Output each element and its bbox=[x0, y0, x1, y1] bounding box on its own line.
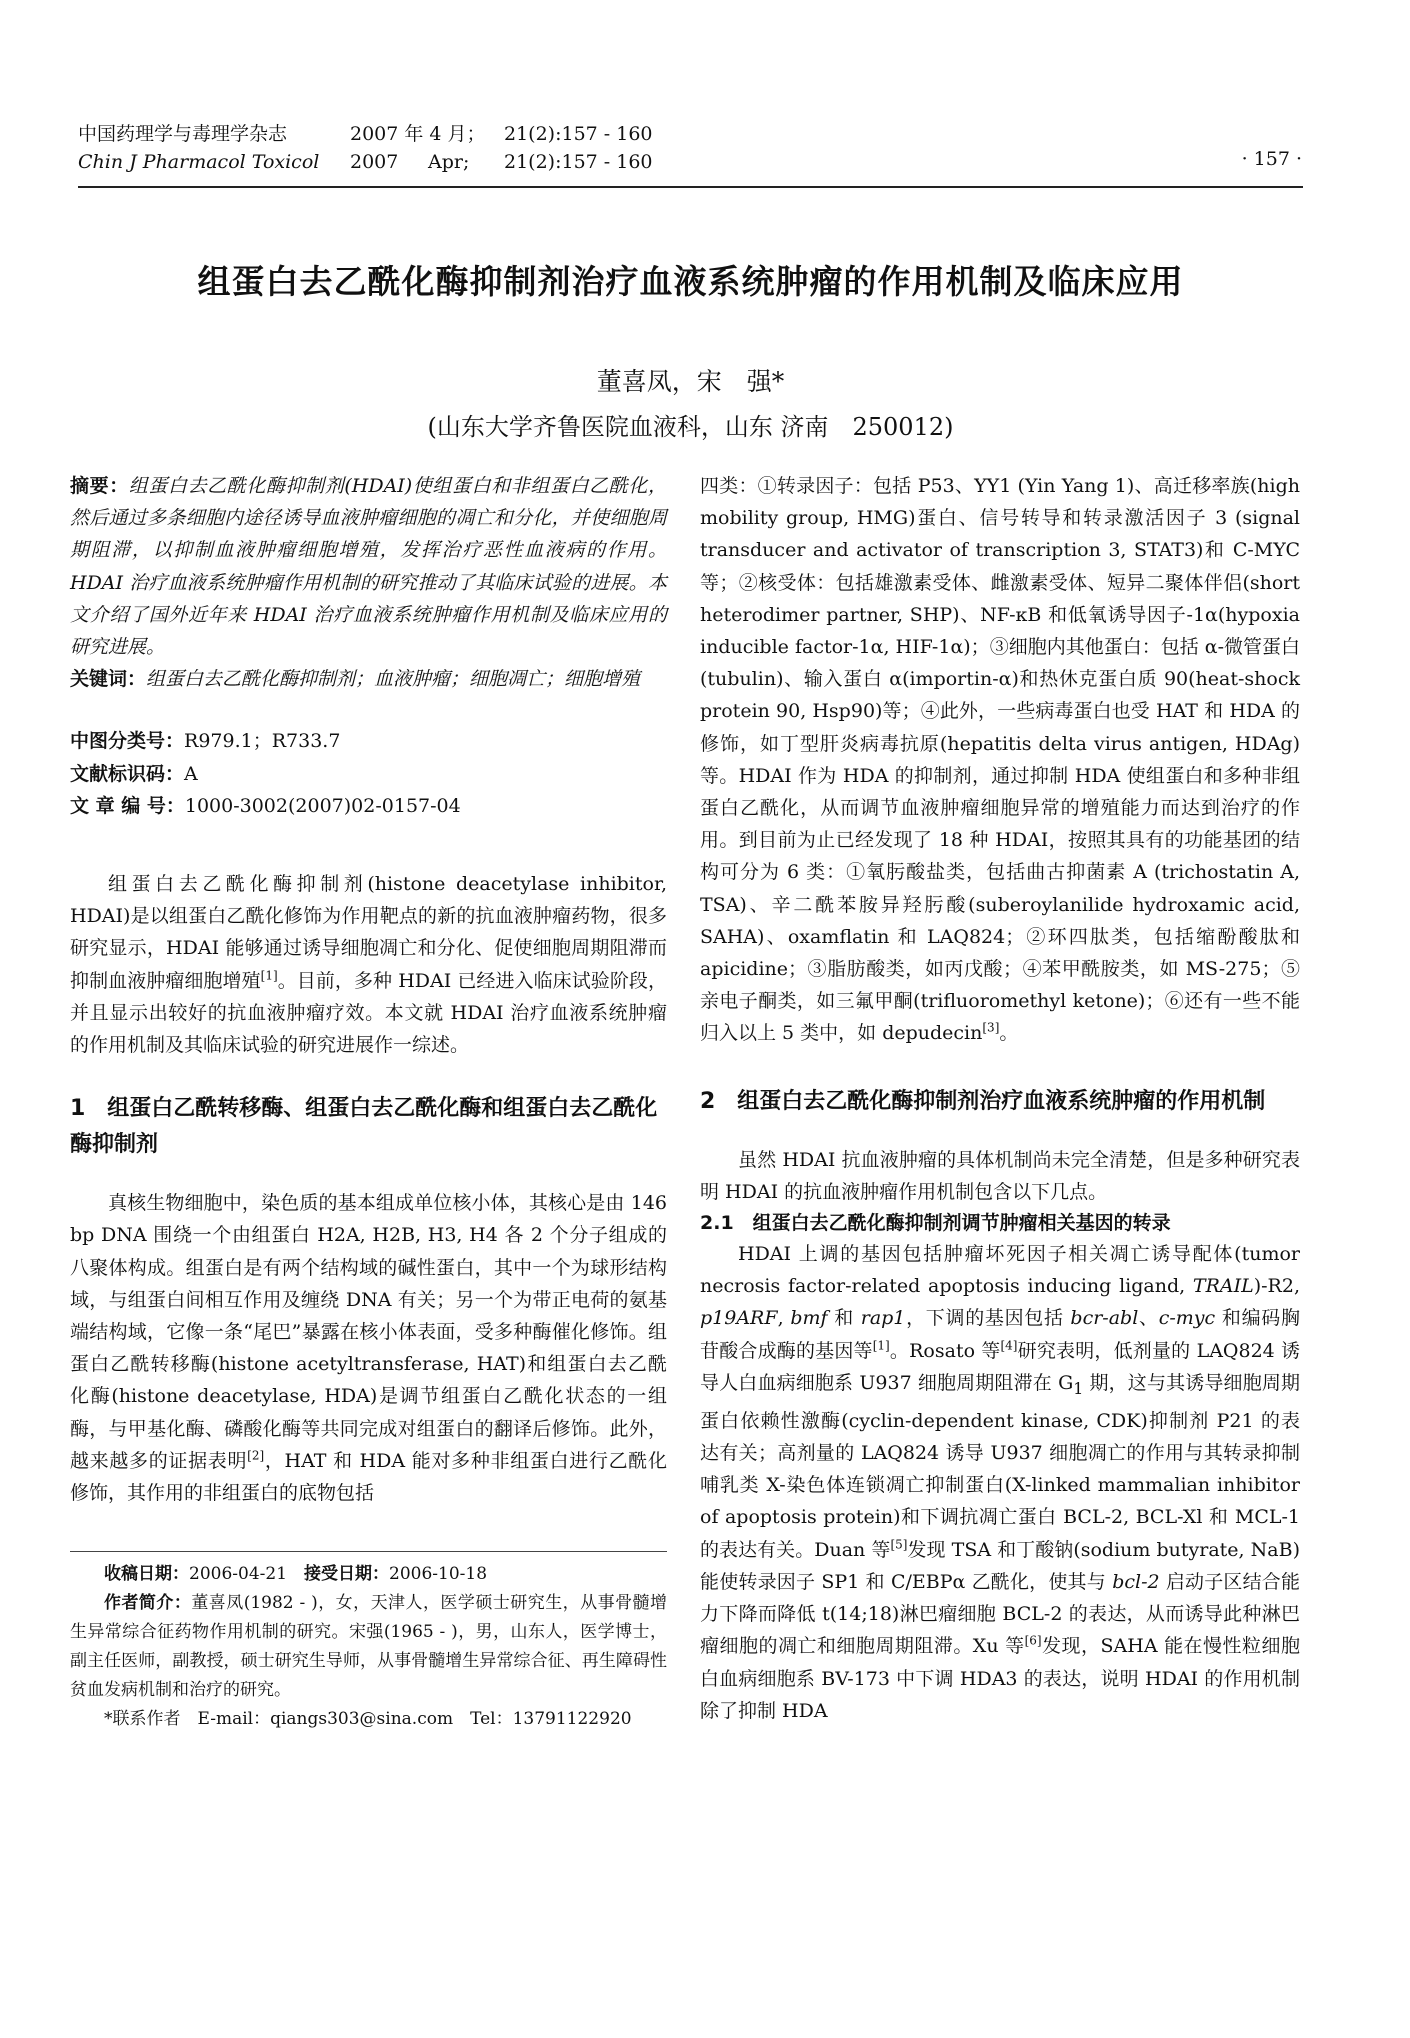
intro-paragraph bbox=[70, 868, 667, 1061]
s21-text: )-R2, bbox=[1253, 1275, 1300, 1298]
s1-text-cont: ，HAT 和 HDA 能对多种非组蛋白进行乙酰化修饰，其作用的非组蛋白的底物包括 bbox=[70, 1449, 667, 1505]
keywords bbox=[70, 663, 667, 695]
article-authors: 董喜凤，宋 强* bbox=[596, 367, 785, 396]
s21-text: 和编码胸苷酸合成酶的基因等 bbox=[700, 1307, 1300, 1362]
s21-text: 发现 TSA 和丁酸钠(sodium butyrate, NaB)能使转录因子 SP1 和 C/EBPα 乙酰化，使其与 bbox=[700, 1538, 1301, 1593]
section-2-1-heading: 2.1 组蛋白去乙酰化酶抑制剂调节肿瘤相关基因的转录 bbox=[700, 1212, 1171, 1235]
citation: [2] bbox=[247, 1448, 265, 1463]
header-rule bbox=[78, 186, 1303, 188]
citation: [1] bbox=[260, 968, 278, 983]
doc-code-line bbox=[70, 758, 667, 790]
accepted-label: 接受日期： bbox=[304, 1564, 390, 1585]
s21-text: 发现，SAHA 能在慢性粒细胞白血病细胞系 BV-173 中下调 HDA3 的表达，说明 HDAI 的作用机制除了抑制 HDA bbox=[700, 1635, 1300, 1722]
right-column bbox=[700, 470, 1300, 1727]
volume-pages-cn: 21(2):157 - 160 bbox=[504, 123, 653, 145]
clc-label: 中图分类号： bbox=[70, 730, 185, 753]
abstract bbox=[70, 470, 667, 663]
footnotes bbox=[70, 1560, 667, 1734]
article-no-label: 文 章 编 号： bbox=[70, 794, 185, 817]
received-date: 2006-04-21 bbox=[189, 1564, 288, 1585]
clc-line bbox=[70, 725, 667, 757]
journal-name-en: Chin J Pharmacol Toxicol bbox=[78, 151, 320, 173]
gene-c-myc: c-myc bbox=[1158, 1307, 1216, 1330]
right-p1-text: 四类：①转录因子：包括 P53、YY1 (Yin Yang 1)、高迁移率族(high mobility group, HMG)蛋白、信号转导和转录激活因子 3 (signal transducer and activator of transcription 3, STAT3)和 C-MYC 等；②核受体：包括雄激素受体、雌激素受体、短异二聚体伴侣(short heterodimer partner, SHP)、NF-κB 和低氧诱导因子-1α(hypoxia inducible factor-1α, HIF-1α)；③细胞内其他蛋白：包括 α-微管蛋白(tubulin)、输入蛋白 α(importin-α)和热休克蛋白质 90(heat-shock protein 90, Hsp90)等；④此外，一些病毒蛋白也受 HAT 和 HDA 的修饰，如丁型肝炎病毒抗原(hepatitis delta virus antigen, HDAg)等。HDAI 作为 HDA 的抑制剂，通过抑制 HDA 使组蛋白和多种非组蛋白乙酰化，从而调节血液肿瘤细胞异常的增殖能力而达到治疗的作用。到目前为止已经发现了 18 种 HDAI，按照其具有的功能基团的结构可分为 6 类：①氧肟酸盐类，包括曲古抑菌素 A (trichostatin A, TSA)、辛二酰苯胺异羟肟酸(suberoylanilide hydroxamic acid, SAHA)、oxamflatin 和 LAQ824；②环四肽类，包括缩酚酸肽和 apicidine；③脂肪酸类，如丙戊酸；④苯甲酰胺类，如 MS-275；⑤亲电子酮类，如三氟甲酮(trifluoromethyl ketone)；⑥还有一些不能归入以上 5 类中，如 depudecin bbox=[700, 475, 1300, 1045]
bio-text: 董喜凤(1982 - )，女，天津人，医学硕士研究生，从事骨髓增生异常综合征药物作用机制的研究。宋强(1965 - )，男，山东人，医学博士，副主任医师，副教授，硕士研究生导师，从事骨髓增生异常综合征、再生障碍性贫血发病机制和治疗的研究。 bbox=[70, 1593, 667, 1701]
left-column bbox=[70, 470, 667, 1734]
s21-text: 期，这与其诱导细胞周期蛋白依赖性激酶(cyclin-dependent kinase, CDK)抑制剂 P21 的表达有关；高剂量的 LAQ824 诱导 U937 细胞凋亡的作用与其转录抑制哺乳类 X-染色体连锁凋亡抑制蛋白(X-linked mammalian inhibitor of apoptosis protein)和下调抗凋亡蛋白 BCL-2, BCL-Xl 和 MCL-1 的表达有关。Duan 等 bbox=[700, 1371, 1300, 1561]
article-no-value: 1000-3002(2007)02-0157-04 bbox=[184, 794, 461, 817]
citation: [5] bbox=[890, 1537, 908, 1552]
received-label: 收稿日期： bbox=[104, 1564, 189, 1585]
section-2-heading: 2 组蛋白去乙酰化酶抑制剂治疗血液系统肿瘤的作用机制 bbox=[700, 1088, 1266, 1114]
right-paragraph-1 bbox=[700, 470, 1300, 1050]
s21-text: 、 bbox=[1138, 1307, 1159, 1330]
subscript: 1 bbox=[1073, 1378, 1084, 1398]
footnote-rule bbox=[70, 1551, 667, 1552]
s21-text: 。Rosato 等 bbox=[889, 1339, 1001, 1362]
citation: [4] bbox=[1000, 1338, 1018, 1353]
s21-text: 研究表明，低剂量的 LAQ824 诱导人白血病细胞系 U937 细胞周期阻滞在 G bbox=[700, 1339, 1300, 1394]
intro-text-cont: 。目前，多种 HDAI 已经进入临床试验阶段，并且显示出较好的抗血液肿瘤疗效。本文就 HDAI 治疗血液系统肿瘤的作用机制及其临床试验的研究进展作一综述。 bbox=[70, 969, 667, 1057]
section-1-paragraph bbox=[70, 1187, 667, 1509]
abstract-label: 摘要： bbox=[70, 475, 129, 497]
journal-name-cn: 中国药理学与毒理学杂志 bbox=[78, 123, 288, 145]
author-bio bbox=[70, 1589, 667, 1705]
citation: [3] bbox=[982, 1021, 1000, 1036]
citation: [1] bbox=[872, 1338, 890, 1353]
accepted-date: 2006-10-18 bbox=[389, 1564, 488, 1585]
s21-text: HDAI 上调的基因包括肿瘤坏死因子相关凋亡诱导配体(tumor necrosis factor-related apoptosis inducing ligand, bbox=[700, 1243, 1300, 1298]
page-number: · 157 · bbox=[1241, 148, 1302, 170]
s21-text: ，下调的基因包括 bbox=[905, 1307, 1071, 1330]
keywords-label: 关键词： bbox=[70, 668, 147, 691]
issue-date-cn: 2007 年 4 月； bbox=[350, 123, 486, 145]
contact-line: *联系作者 E-mail：qiangs303@sina.com Tel：13791122920 bbox=[104, 1709, 632, 1730]
doc-code-label: 文献标识码： bbox=[70, 762, 185, 785]
s21-text: 和 bbox=[827, 1307, 861, 1330]
article-no-line bbox=[70, 790, 667, 822]
article-affiliation: (山东大学齐鲁医院血液科，山东 济南 250012) bbox=[427, 413, 954, 441]
article-title: 组蛋白去乙酰化酶抑制剂治疗血液系统肿瘤的作用机制及临床应用 bbox=[197, 262, 1184, 301]
s21-text: 启动子区结合能力下降而降低 t(14;18)淋巴瘤细胞 BCL-2 的表达，从而诱导此种淋巴瘤细胞的凋亡和细胞周期阻滞。Xu 等 bbox=[700, 1570, 1300, 1658]
keywords-text: 组蛋白去乙酰化酶抑制剂；血液肿瘤；细胞凋亡；细胞增殖 bbox=[146, 668, 641, 691]
s1-text: 真核生物细胞中，染色质的基本组成单位核小体，其核心是由 146 bp DNA 围绕一个由组蛋白 H2A, H2B, H3, H4 各 2 个分子组成的八聚体构成。组蛋白是有两个结构域的碱性蛋白，其中一个为球形结构域，与组蛋白间相互作用及缠绕 DNA 有关；另一个为带正电荷的氨基端结构域，它像一条“尾巴”暴露在核小体表面，受多种酶催化修饰。组蛋白乙酰转移酶(histone acetyltransferase, HAT)和组蛋白去乙酰化酶(histone deacetylase, HDA)是调节组蛋白乙酰化状态的一组酶，与甲基化酶、磷酸化酶等共同完成对组蛋白的翻译后修饰。此外，越来越多的证据表明 bbox=[70, 1192, 667, 1472]
journal-header bbox=[78, 120, 1303, 176]
citation: [6] bbox=[1024, 1633, 1042, 1648]
doc-code-value: A bbox=[184, 762, 198, 785]
gene-bmf: bmf bbox=[790, 1307, 828, 1330]
intro-text: 组蛋白去乙酰化酶抑制剂(histone deacetylase inhibitor, HDAI)是以组蛋白乙酰化修饰为作用靶点的新的抗血液肿瘤药物，很多研究显示，HDAI 能够通过诱导细胞凋亡和分化、促使细胞周期阻滞而抑制血液肿瘤细胞增殖 bbox=[70, 873, 667, 992]
gene-p19arf: p19ARF bbox=[700, 1307, 778, 1330]
volume-pages-en: 21(2):157 - 160 bbox=[504, 151, 653, 173]
gene-rap1: rap1 bbox=[860, 1307, 906, 1330]
gene-bcr-abl: bcr-abl bbox=[1070, 1307, 1139, 1330]
right-p1-end: 。 bbox=[999, 1022, 1019, 1045]
clc-value: R979.1；R733.7 bbox=[184, 730, 341, 753]
section-1-heading: 1 组蛋白乙酰转移酶、组蛋白去乙酰化酶和组蛋白去乙酰化酶抑制剂 bbox=[70, 1096, 658, 1158]
issue-month-en: Apr; bbox=[428, 151, 470, 173]
section-2-1-paragraph bbox=[700, 1238, 1300, 1727]
gene-bcl-2: bcl-2 bbox=[1112, 1570, 1160, 1593]
issue-year-en: 2007 bbox=[350, 151, 399, 173]
s21-text: , bbox=[777, 1307, 791, 1330]
section-2-paragraph: 虽然 HDAI 抗血液肿瘤的具体机制尚未完全清楚，但是多种研究表明 HDAI 的抗血液肿瘤作用机制包含以下几点。 bbox=[700, 1148, 1300, 1203]
bio-label: 作者简介： bbox=[104, 1593, 192, 1614]
gene-trail: TRAIL bbox=[1192, 1275, 1254, 1298]
dates-line bbox=[70, 1560, 667, 1589]
abstract-text: 组蛋白去乙酰化酶抑制剂(HDAI)使组蛋白和非组蛋白乙酰化，然后通过多条细胞内途径诱导血液肿瘤细胞的凋亡和分化，并使细胞周期阻滞，以抑制血液肿瘤细胞增殖，发挥治疗恶性血液病的作用。HDAI 治疗血液系统肿瘤作用机制的研究推动了其临床试验的进展。本文介绍了国外近年来 HDAI 治疗血液系统肿瘤作用机制及临床应用的研究进展。 bbox=[70, 475, 667, 659]
